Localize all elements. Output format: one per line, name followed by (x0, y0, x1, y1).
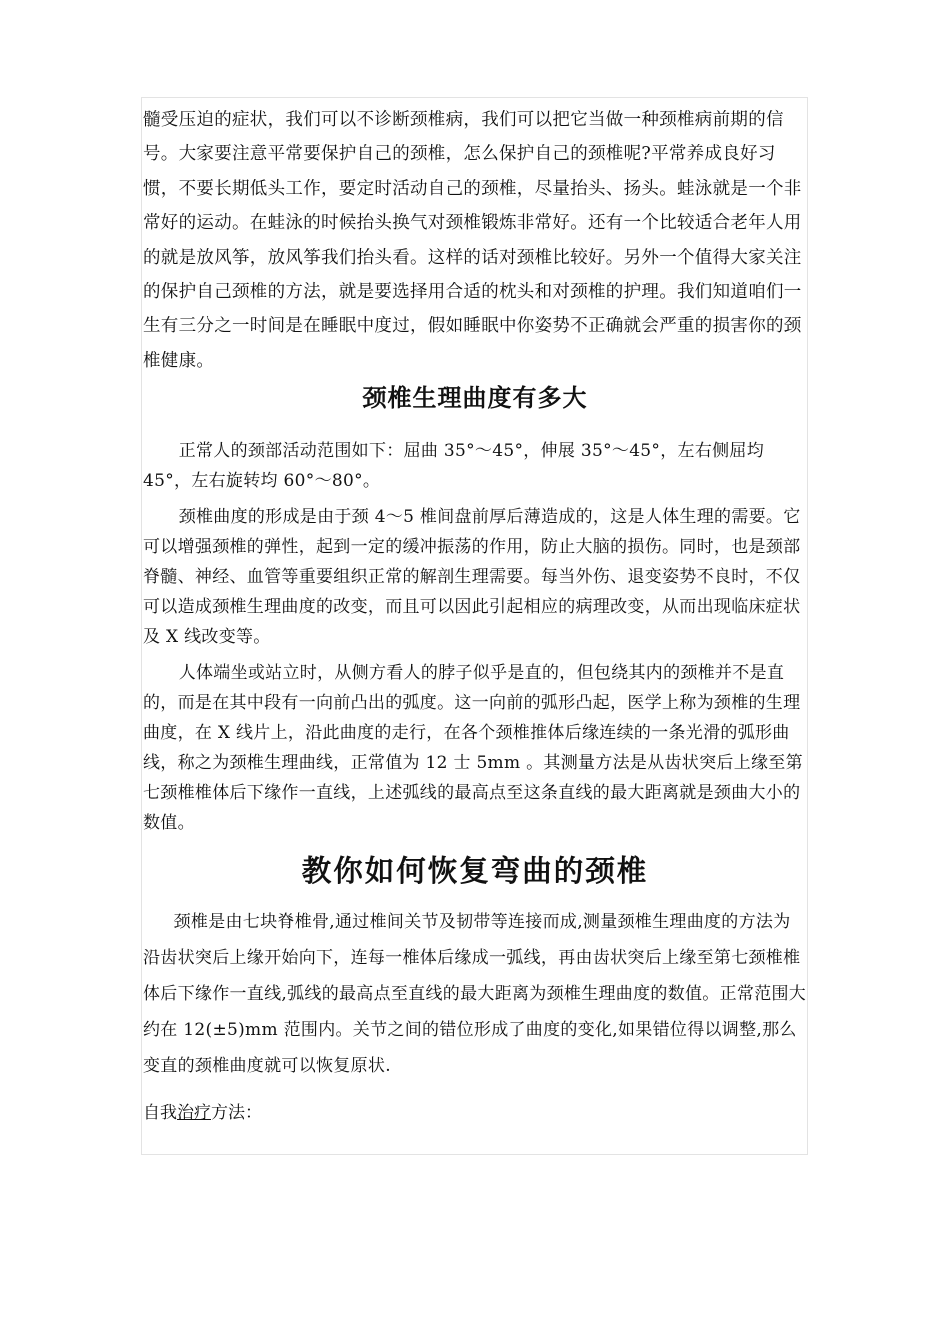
paragraph-physiological-curve: 人体端坐或站立时，从侧方看人的脖子似乎是直的，但包绕其内的颈椎并不是直的，而是在其中段有一向前凸出的弧度。这一向前的弧形凸起，医学上称为颈椎的生理曲度，在 X 线片上，沿此曲度的走行，在各个颈椎推体后缘连续的一条光滑的弧形曲线，称之为颈椎生理曲线，正常值为 12 士 5mm 。其测量方法是从齿状突后上缘至第七颈椎椎体后下缘作一直线，上述弧线的最高点至这条直线的最大距离就是颈曲大小的数值。 (143, 663, 803, 834)
section-heading-recovery: 教你如何恢复弯曲的颈椎 (301, 854, 649, 889)
intro-paragraph: 髓受压迫的症状，我们可以不诊断颈椎病，我们可以把它当做一种颈椎病前期的信号。大家要注意平常要保护自己的颈椎，怎么保护自己的颈椎呢?平常养成良好习惯，不要长期低头工作，要定时活动自己的颈椎，尽量抬头、扬头。蛙泳就是一个非常好的运动。在蛙泳的时候抬头换气对颈椎锻炼非常好。还有一个比较适合老年人用的就是放风筝，放风筝我们抬头看。这样的话对颈椎比较好。另外一个值得大家关注的保护自己颈椎的方法，就是要选择用合适的枕头和对颈椎的护理。我们知道咱们一生有三分之一时间是在睡眠中度过，假如睡眠中你姿势不正确就会严重的损害你的颈椎健康。 (143, 110, 802, 371)
paragraph-range-of-motion: 正常人的颈部活动范围如下：屈曲 35°～45°，伸展 35°～45°，左右侧屈均 45°，左右旋转均 60°～80°。 (143, 441, 765, 492)
treatment-link[interactable]: 治疗 (177, 1103, 211, 1124)
document-body (143, 103, 807, 1128)
section-heading-curvature: 颈椎生理曲度有多大 (362, 384, 588, 413)
paragraph-recovery: 颈椎是由七块脊椎骨,通过椎间关节及韧带等连接而成,测量颈椎生理曲度的方法为沿齿状突后上缘开始向下，连每一椎体后缘成一弧线，再由齿状突后上缘至第七颈椎椎体后下缘作一直线,弧线的最高点至直线的最大距离为颈椎生理曲度的数值。正常范围大约在 12(±5)mm 范围内。关节之间的错位形成了曲度的变化,如果错位得以调整,那么变直的颈椎曲度就可以恢复原状. (143, 912, 807, 1077)
self-treatment-prefix: 自我 (143, 1103, 177, 1124)
self-treatment-line (143, 1098, 807, 1128)
self-treatment-suffix: 方法： (211, 1103, 262, 1124)
paragraph-curvature-formation: 颈椎曲度的形成是由于颈 4～5 椎间盘前厚后薄造成的，这是人体生理的需要。它可以增强颈椎的弹性，起到一定的缓冲振荡的作用，防止大脑的损伤。同时，也是颈部脊髓、神经、血管等重要组织正常的解剖生理需要。每当外伤、退变姿势不良时，不仅可以造成颈椎生理曲度的改变，而且可以因此引起相应的病理改变，从而出现临床症状及 X 线改变等。 (143, 507, 801, 648)
